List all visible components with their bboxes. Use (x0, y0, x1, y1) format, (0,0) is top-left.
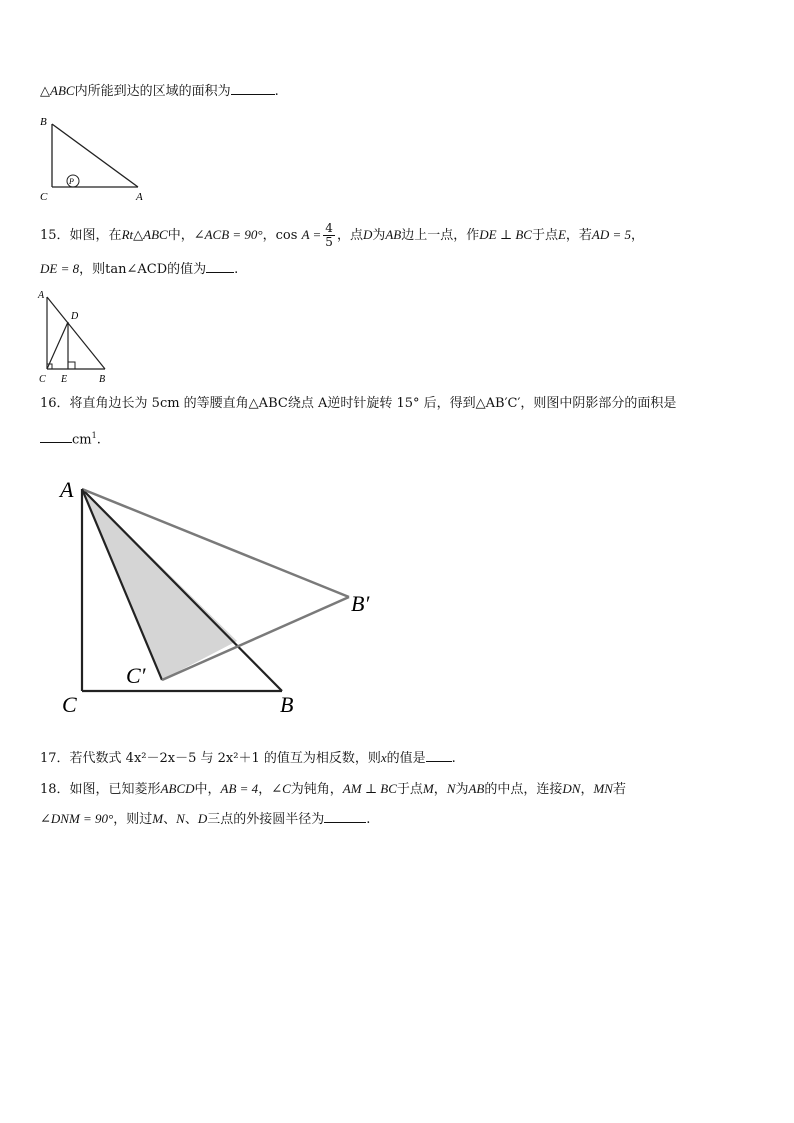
q18-line1: 18．如图，已知菱形ABCD中，AB = 4，∠C为钝角，AM ⊥ BC于点M，N为AB的中点，连接DN，MN若 (40, 781, 626, 797)
q16-label-c-prime: C′ (126, 663, 146, 688)
q14-label-p: P (69, 177, 74, 186)
q14-label-a: A (136, 191, 143, 203)
q15-perp: DE ⊥ BC (479, 227, 532, 242)
q15-number: 15． (40, 228, 70, 243)
q18-angle-dnm: ∠DNM = 90° (40, 811, 114, 826)
q15-label-c: C (39, 374, 46, 385)
q15-label-b: B (99, 374, 106, 385)
q14-abc: ABC (50, 83, 75, 98)
q14-text: △ABC内所能到达的区域的面积为 . (40, 83, 279, 99)
q16-label-a: A (60, 477, 74, 502)
q17-answer-blank (426, 749, 452, 762)
q15-label-e: E (61, 374, 68, 385)
q15-de: DE = 8 (40, 261, 80, 276)
q15-label-a: A (38, 290, 45, 301)
q16-unit: cm (72, 432, 92, 448)
q16-answer-blank (40, 430, 72, 443)
q15-label-d: D (71, 311, 79, 322)
q18-line2: ∠DNM = 90°，则过M、N、D三点的外接圆半径为 . (40, 811, 371, 827)
q16-figure (56, 472, 396, 722)
q14-label-c: C (40, 191, 48, 203)
q18-answer-blank (324, 810, 366, 823)
q16-label-b-prime: B′ (351, 591, 370, 616)
q15-angle-acb: ∠ACB = 90° (193, 227, 263, 242)
q16-label-c: C (62, 692, 77, 717)
q17-line: 17．若代数式 4x²－2x－5 与 2x²＋1 的值互为相反数，则x的值是 . (40, 750, 456, 766)
q16-unit-power: 1 (91, 431, 97, 440)
q14-figure (36, 112, 156, 204)
q16-label-b: B (280, 692, 294, 717)
q17-question: 17．若代数式 4x²－2x－5 与 2x²＋1 的值互为相反数，则 (40, 751, 381, 766)
q18-ab: AB = 4 (220, 781, 259, 796)
q15-figure (34, 288, 114, 388)
q18-number: 18． (40, 782, 70, 797)
q15-triangle: △ABC (133, 227, 168, 242)
q15-tan: tan∠ACD (105, 262, 168, 277)
q15-fraction: $\frac{4}{5}$ (325, 221, 333, 249)
q14-answer-blank (231, 82, 275, 95)
q16-line1 (40, 394, 676, 414)
q14-body: 内所能到达的区域的面积为 (74, 84, 231, 99)
q15-answer-blank (206, 260, 234, 273)
q18-perp: AM ⊥ BC (342, 781, 397, 796)
triangle-symbol: △ (40, 84, 50, 99)
q16-question: 16．将直角边长为 5cm 的等腰直角△ABC绕点 A逆时针旋转 15° 后，得到△AB′C′，则图中阴影部分的面积是 (40, 396, 677, 411)
q15-line1: 15．如图，在Rt△ABC中，∠ACB = 90°，cos A = $\frac{4}{5}$ ，点D为AB边上一点，作DE ⊥ BC于点E，若AD = 5， (40, 221, 645, 249)
q15-cos: cos (275, 228, 298, 243)
q14-label-b: B (40, 116, 47, 128)
q15-ad: AD = 5 (591, 227, 632, 242)
q16-line2: $cm^1$. (40, 426, 101, 450)
q15-line2: DE = 8，则tan∠ACD的值为 . (40, 261, 239, 277)
